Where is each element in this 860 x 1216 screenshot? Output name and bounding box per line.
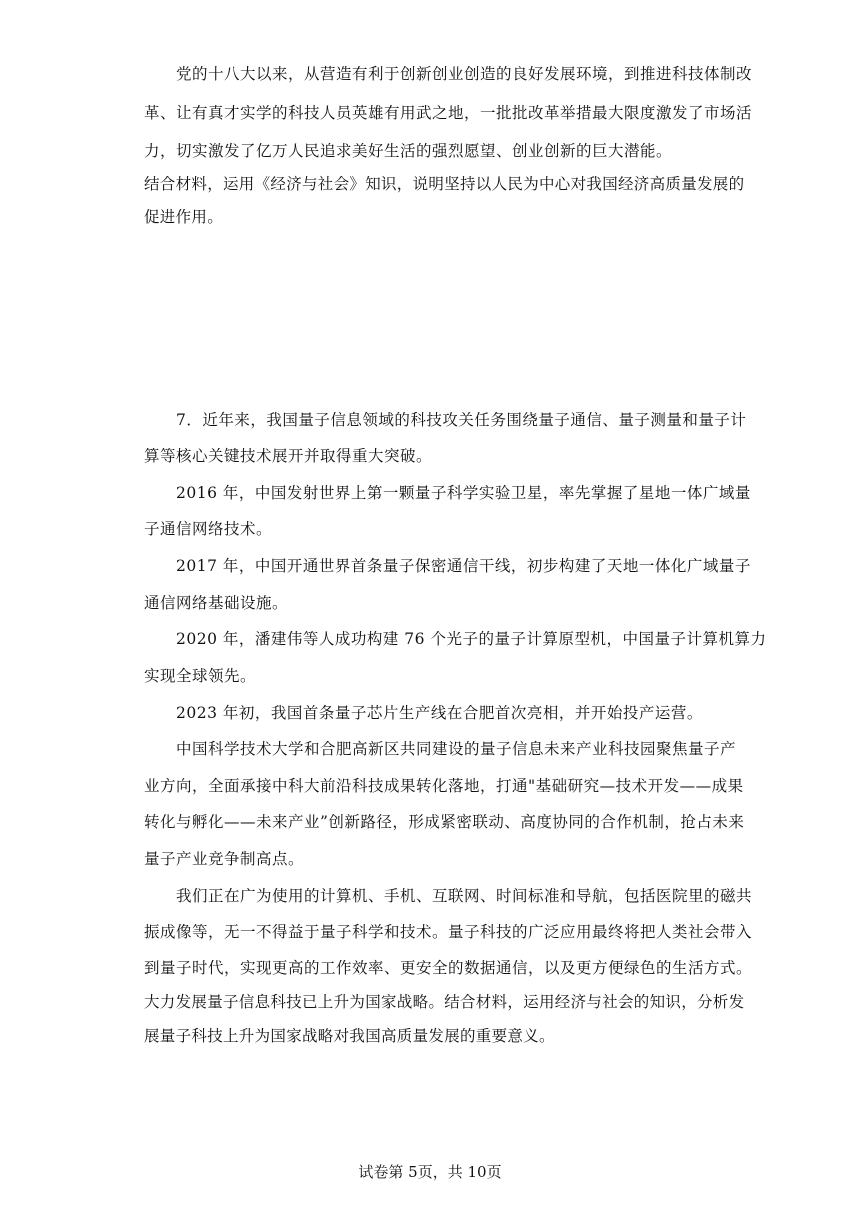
text-line: 我们正在广为使用的计算机、手机、互联网、时间标准和导航，包括医院里的磁共 [176,887,753,905]
text-line: 子通信网络技术。 [144,520,273,538]
text-line: 力，切实激发了亿万人民追求美好生活的强烈愿望、创业创新的巨大潜能。 [144,142,673,160]
text-line: 到量子时代，实现更高的工作效率、更安全的数据通信，以及更方便绿色的生活方式。 [144,959,753,977]
text-line: 中国科学技术大学和合肥高新区共同建设的量子信息未来产业科技园聚焦量子产 [176,740,737,758]
text-line: 量子产业竞争制高点。 [144,850,305,868]
question-line: 结合材料，运用《经济与社会》知识，说明坚持以人民为中心对我国经济高质量发展的 [144,175,745,193]
text-line: 2017 年，中国开通世界首条量子保密通信干线，初步构建了天地一体化广域量子 [176,557,751,575]
text-line: 2016 年，中国发射世界上第一颗量子科学实验卫星，率先掌握了星地一体广域量 [176,484,751,502]
question-line: 大力发展量子信息科技已上升为国家战略。结合材料，运用经济与社会的知识，分析发 [144,993,745,1011]
text-line: 党的十八大以来，从营造有利于创新创业创造的良好发展环境，到推进科技体制改 [176,65,753,83]
question-line: 促进作用。 [144,208,224,226]
text-line: 算等核心关键技术展开并取得重大突破。 [144,447,433,465]
page-footer: 试卷第 5页，共 10页 [358,1163,502,1181]
text-line: 业方向，全面承接中科大前沿科技成果转化落地，打通"基础研究—技术开发——成果 [144,777,744,795]
text-line: 2023 年初，我国首条量子芯片生产线在合肥首次亮相，并开始投产运营。 [176,704,703,722]
text-line: 转化与孵化——未来产业”创新路径，形成紧密联动、高度协同的合作机制，抢占未来 [144,813,745,831]
text-line: 革、让有真才实学的科技人员英雄有用武之地，一批批改革举措最大限度激发了市场活 [144,104,753,122]
question-line: 展量子科技上升为国家战略对我国高质量发展的重要意义。 [144,1027,555,1045]
text-line: 通信网络基础设施。 [144,594,289,612]
question-number-line: 7．近年来，我国量子信息领域的科技攻关任务围绕量子通信、量子测量和量子计 [176,411,747,429]
text-line: 振成像等，无一不得益于量子科学和技术。量子科技的广泛应用最终将把人类社会带入 [144,923,753,941]
text-line: 2020 年，潘建伟等人成功构建 76 个光子的量子计算原型机，中国量子计算机算力 [176,630,767,648]
text-line: 实现全球领先。 [144,667,257,685]
